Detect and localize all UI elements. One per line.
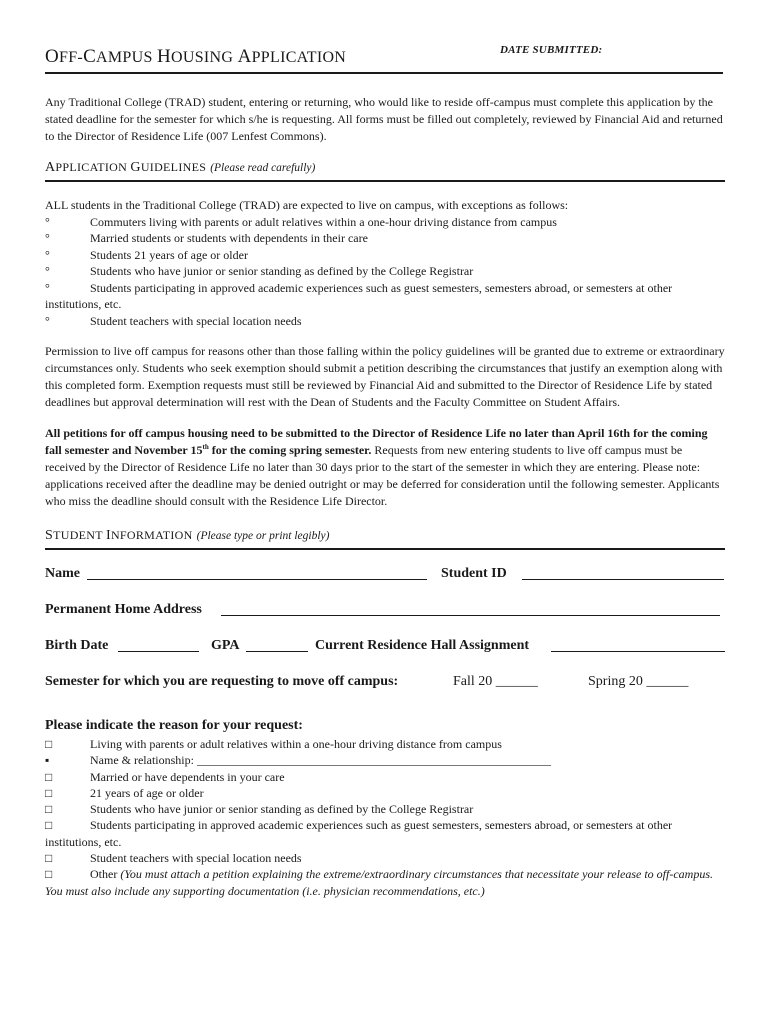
deadline-paragraph: All petitions for off campus housing need to be submitted to the Director of Residence Life no later than April 16th for the coming fall semester and November 15th for the coming spring semester. Requests from new entering students to live off campus must be received by the Director of Residence Life no later than 30 days prior to the start of the semester in which they are entering. Please note: applications received after the deadline may be denied outright or may be deferred for consideration until the following semester. Applicants who miss the deadline should consult with the Residence Life Director. — [45, 426, 720, 508]
reason-item[interactable]: □ 21 years of age or older — [45, 785, 204, 800]
reason-item-other[interactable]: □ Other (You must attach a petition explaining the extreme/extraordinary circumstances that necessitate your release to off-campus. You must also include any supporting documentation (i.e. physician recommendations, etc.) — [45, 867, 713, 898]
list-item: ° Students who have junior or senior standing as defined by the College Registrar — [45, 264, 474, 278]
reason-item[interactable]: □ Students participating in approved academic experiences such as guest semesters, semesters abroad, or semesters at other institutions, etc. — [45, 818, 673, 849]
list-item: ° Commuters living with parents or adult relatives within a one-hour driving distance from campus — [45, 214, 557, 229]
list-item: ° Student teachers with special location needs — [45, 313, 302, 328]
square-bullet-icon: ▪ — [45, 753, 50, 768]
address-label: Permanent Home Address — [45, 602, 202, 617]
checkbox-icon[interactable]: □ — [45, 851, 53, 866]
reason-item[interactable]: □ Students who have junior or senior standing as defined by the College Registrar — [45, 802, 474, 817]
reason-item[interactable]: □ Living with parents or adult relatives within a one-hour driving distance from campus — [45, 737, 502, 751]
birth-date-field[interactable] — [118, 638, 199, 652]
reason-item[interactable]: □ Student teachers with special location needs — [45, 851, 302, 866]
checkbox-icon[interactable]: □ — [45, 802, 53, 817]
reason-list — [45, 736, 725, 899]
guidelines-list — [45, 197, 725, 329]
residence-hall-field[interactable] — [551, 638, 725, 652]
reason-heading: Please indicate the reason for your request: — [45, 718, 303, 733]
bullet-icon: ° — [45, 264, 50, 278]
bullet-icon: ° — [45, 214, 50, 229]
student-info-heading: STUDENT INFORMATION (Please type or print legibly) — [45, 528, 330, 543]
student-info-note: (Please type or print legibly) — [196, 530, 330, 542]
guidelines-note: (Please read carefully) — [210, 162, 316, 174]
application-form — [45, 40, 725, 899]
intro-paragraph: Any Traditional College (TRAD) student, entering or returning, who would like to reside off-campus must complete this application by the stated deadline for the semester for which s/he is requesting. All forms must be filled out completely, reviewed by Financial Aid and returned to the Director of Residence Life (007 Lenfest Commons). — [45, 95, 723, 143]
date-submitted-label: DATE SUBMITTED: — [500, 44, 603, 56]
checkbox-icon[interactable]: □ — [45, 785, 53, 800]
list-item: ° Students participating in approved academic experiences such as guest semesters, semesters abroad, or semesters at other institutions, etc. — [45, 280, 673, 311]
semester-label: Semester for which you are requesting to move off campus: — [45, 674, 399, 689]
name-label: Name — [45, 566, 80, 581]
bullet-icon: ° — [45, 231, 50, 245]
checkbox-icon[interactable]: □ — [45, 769, 53, 784]
birth-gpa-row — [45, 638, 725, 674]
name-row — [45, 566, 725, 602]
gpa-field[interactable] — [246, 638, 308, 652]
residence-hall-label: Current Residence Hall Assignment — [315, 638, 530, 653]
page-title: OFF-CAMPUS HOUSING APPLICATION — [45, 46, 347, 67]
bullet-icon: ° — [45, 247, 50, 262]
other-note: (You must attach a petition explaining the extreme/extraordinary circumstances that necessitate your release to off-campus. You must also include any supporting documentation (i.e. physician recommendations, etc.) — [45, 867, 713, 898]
list-item: ° Married students or students with dependents in their care — [45, 231, 368, 245]
permission-paragraph: Permission to live off campus for reasons other than those falling within the policy guidelines will be granted due to extreme or extraordinary circumstances only. Students who seek exemption should submit a petition describing the circumstances that justify an exemption along with this completed form. Exemption requests must still be reviewed by Financial Aid and submitted to the Director of Residence Life by stated deadlines but approval determination will rest with the Dean of Students and the Faculty Committee on Student Affairs. — [45, 344, 725, 409]
gpa-label: GPA — [211, 638, 240, 653]
birth-date-label: Birth Date — [45, 638, 109, 653]
student-id-label: Student ID — [441, 566, 507, 581]
list-item: ° Students 21 years of age or older — [45, 247, 248, 262]
reason-item[interactable]: □ Married or have dependents in your care — [45, 769, 285, 784]
bullet-icon: ° — [45, 280, 50, 295]
address-row — [45, 602, 725, 638]
header-divider — [45, 72, 723, 74]
reason-subitem: ▪ Name & relationship: ___________________________________________________________ — [45, 753, 551, 768]
student-info-fields — [45, 566, 725, 710]
checkbox-icon[interactable]: □ — [45, 867, 53, 882]
name-field[interactable] — [87, 566, 427, 580]
section-divider — [45, 180, 725, 182]
semester-row — [45, 674, 725, 710]
fall-field[interactable]: Fall 20 ______ — [453, 674, 538, 689]
address-field[interactable] — [221, 602, 720, 616]
section-divider — [45, 548, 725, 550]
bullet-icon: ° — [45, 313, 50, 328]
checkbox-icon[interactable]: □ — [45, 737, 53, 751]
guidelines-heading: APPLICATION GUIDELINES (Please read carefully) — [45, 160, 316, 175]
spring-field[interactable]: Spring 20 ______ — [588, 674, 689, 689]
checkbox-icon[interactable]: □ — [45, 818, 53, 833]
header — [45, 40, 725, 70]
guidelines-lead: ALL students in the Traditional College (TRAD) are expected to live on campus, with exceptions as follows: — [45, 198, 569, 212]
student-id-field[interactable] — [522, 566, 724, 580]
